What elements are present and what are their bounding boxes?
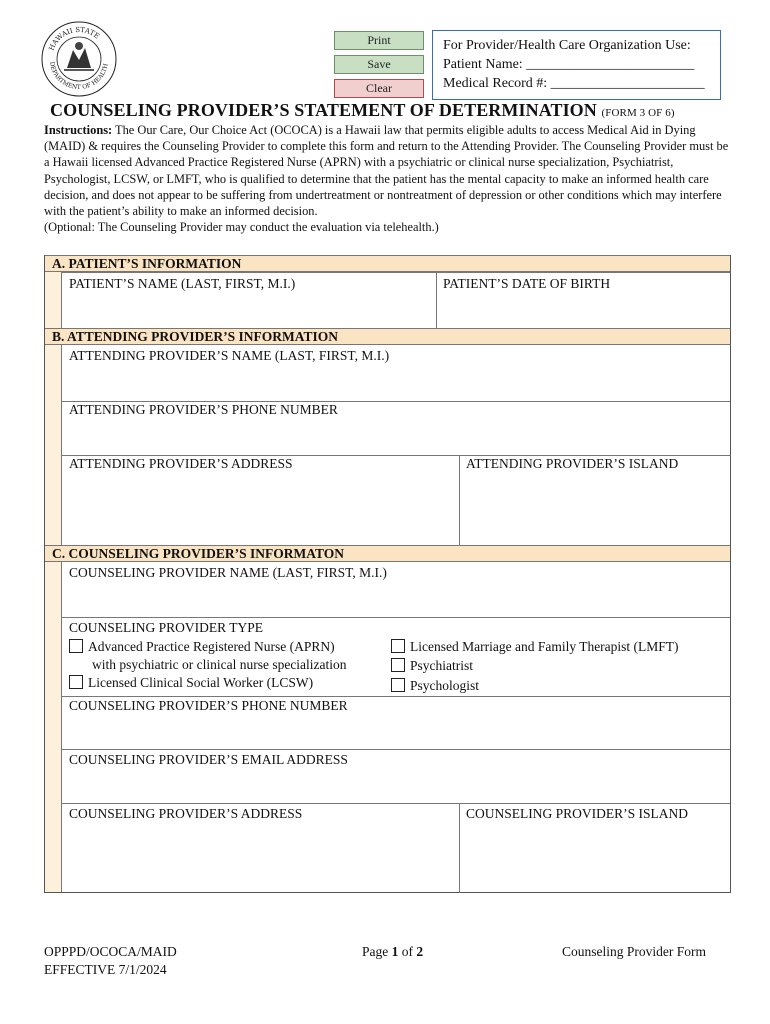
- counseling-address-label: COUNSELING PROVIDER’S ADDRESS: [69, 806, 303, 821]
- patient-name-label: PATIENT’S NAME (LAST, FIRST, M.I.): [69, 276, 296, 291]
- page-num: 1: [391, 944, 399, 959]
- checkbox-psychologist[interactable]: [391, 678, 405, 692]
- footer-code: [44, 943, 177, 979]
- divider: [62, 803, 730, 804]
- counseling-type-label: COUNSELING PROVIDER TYPE: [69, 620, 264, 635]
- patient-dob-label: PATIENT’S DATE OF BIRTH: [443, 276, 611, 291]
- divider: [62, 749, 730, 750]
- print-button[interactable]: Print: [334, 31, 424, 50]
- divider: [436, 272, 437, 328]
- type-lcsw-label: Licensed Clinical Social Worker (LCSW): [88, 675, 314, 690]
- patient-name-line[interactable]: Patient Name: ________________________: [443, 57, 695, 72]
- provider-use-heading: For Provider/Health Care Organization Use:: [443, 38, 691, 53]
- footer-page-number: [362, 943, 423, 961]
- instructions-label: Instructions:: [44, 123, 113, 137]
- checkbox-psychiatrist[interactable]: [391, 658, 405, 672]
- type-aprn-continuation: with psychiatric or clinical nurse specialization: [92, 657, 347, 672]
- type-option-psychologist[interactable]: [391, 677, 479, 695]
- counseling-phone-label: COUNSELING PROVIDER’S PHONE NUMBER: [69, 698, 348, 713]
- checkbox-aprn[interactable]: [69, 639, 83, 653]
- page-total: 2: [416, 944, 424, 959]
- clear-button[interactable]: Clear: [334, 79, 424, 98]
- seal-text-top: HAWAII STATE: [47, 25, 101, 52]
- type-lmft-label: Licensed Marriage and Family Therapist (LMFT): [410, 639, 679, 654]
- divider: [62, 272, 730, 273]
- form-table: [44, 255, 731, 893]
- save-button[interactable]: Save: [334, 55, 424, 74]
- type-psychiatrist-label: Psychiatrist: [410, 658, 473, 673]
- type-option-aprn[interactable]: [69, 638, 335, 656]
- page-mid: of: [398, 944, 417, 959]
- form-title-main: COUNSELING PROVIDER’S STATEMENT OF DETERMINATION: [50, 100, 597, 120]
- divider: [459, 455, 460, 545]
- attending-island-label: ATTENDING PROVIDER’S ISLAND: [466, 456, 679, 471]
- counseling-island-label: COUNSELING PROVIDER’S ISLAND: [466, 806, 689, 821]
- state-seal-logo: [40, 20, 118, 98]
- type-option-psychiatrist[interactable]: [391, 657, 473, 675]
- form-title: [50, 100, 675, 121]
- type-option-lmft[interactable]: [391, 638, 679, 656]
- instructions-optional: (Optional: The Counseling Provider may conduct the evaluation via telehealth.): [44, 220, 439, 235]
- footer-form-name: Counseling Provider Form: [562, 944, 706, 959]
- footer-code-text: OPPPD/OCOCA/MAID: [44, 944, 177, 959]
- type-option-lcsw[interactable]: [69, 674, 313, 692]
- attending-address-label: ATTENDING PROVIDER’S ADDRESS: [69, 456, 293, 471]
- section-c-header: C. COUNSELING PROVIDER’S INFORMATON: [45, 545, 730, 562]
- section-b-header: B. ATTENDING PROVIDER’S INFORMATION: [45, 328, 730, 345]
- attending-phone-label: ATTENDING PROVIDER’S PHONE NUMBER: [69, 402, 338, 417]
- medical-record-line[interactable]: Medical Record #: ______________________: [443, 76, 705, 91]
- attending-name-label: ATTENDING PROVIDER’S NAME (LAST, FIRST, M.I.): [69, 348, 390, 363]
- seal-text-bottom: DEPARTMENT OF HEALTH: [47, 61, 110, 92]
- form-left-margin-bar: [45, 256, 62, 892]
- type-psychologist-label: Psychologist: [410, 678, 480, 693]
- footer-effective: EFFECTIVE 7/1/2024: [44, 962, 167, 977]
- counseling-email-label: COUNSELING PROVIDER’S EMAIL ADDRESS: [69, 752, 348, 767]
- instructions-text: The Our Care, Our Choice Act (OCOCA) is a Hawaii law that permits eligible adults to access Medical Aid in Dying (MAID) & requires the Counseling Provider to complete this form and return to the Attending Provider. The Counseling Provider must be a Hawaii licensed Advanced Practice Registered Nurse (APRN) with a psychiatric or clinical nurse specialization, Psychiatrist, Psychologist, LCSW, or LMFT, who is qualified to determine that the patient has the mental capacity to make an informed health care decision, and does not appear to be suffering from undertreatment or nontreatment of depression or other conditions which may interfere with the patient’s ability to make an informed decision.: [44, 123, 729, 219]
- divider: [62, 617, 730, 618]
- instructions: [44, 122, 730, 235]
- section-a-header: A. PATIENT’S INFORMATION: [45, 255, 730, 272]
- counseling-name-label: COUNSELING PROVIDER NAME (LAST, FIRST, M.I.): [69, 565, 387, 580]
- form-title-sub: (FORM 3 OF 6): [601, 107, 675, 119]
- checkbox-lcsw[interactable]: [69, 675, 83, 689]
- checkbox-lmft[interactable]: [391, 639, 405, 653]
- divider: [459, 803, 460, 893]
- provider-use-box: [432, 30, 721, 100]
- page-prefix: Page: [362, 944, 392, 959]
- divider: [62, 696, 730, 697]
- type-aprn-label: Advanced Practice Registered Nurse (APRN): [88, 639, 335, 654]
